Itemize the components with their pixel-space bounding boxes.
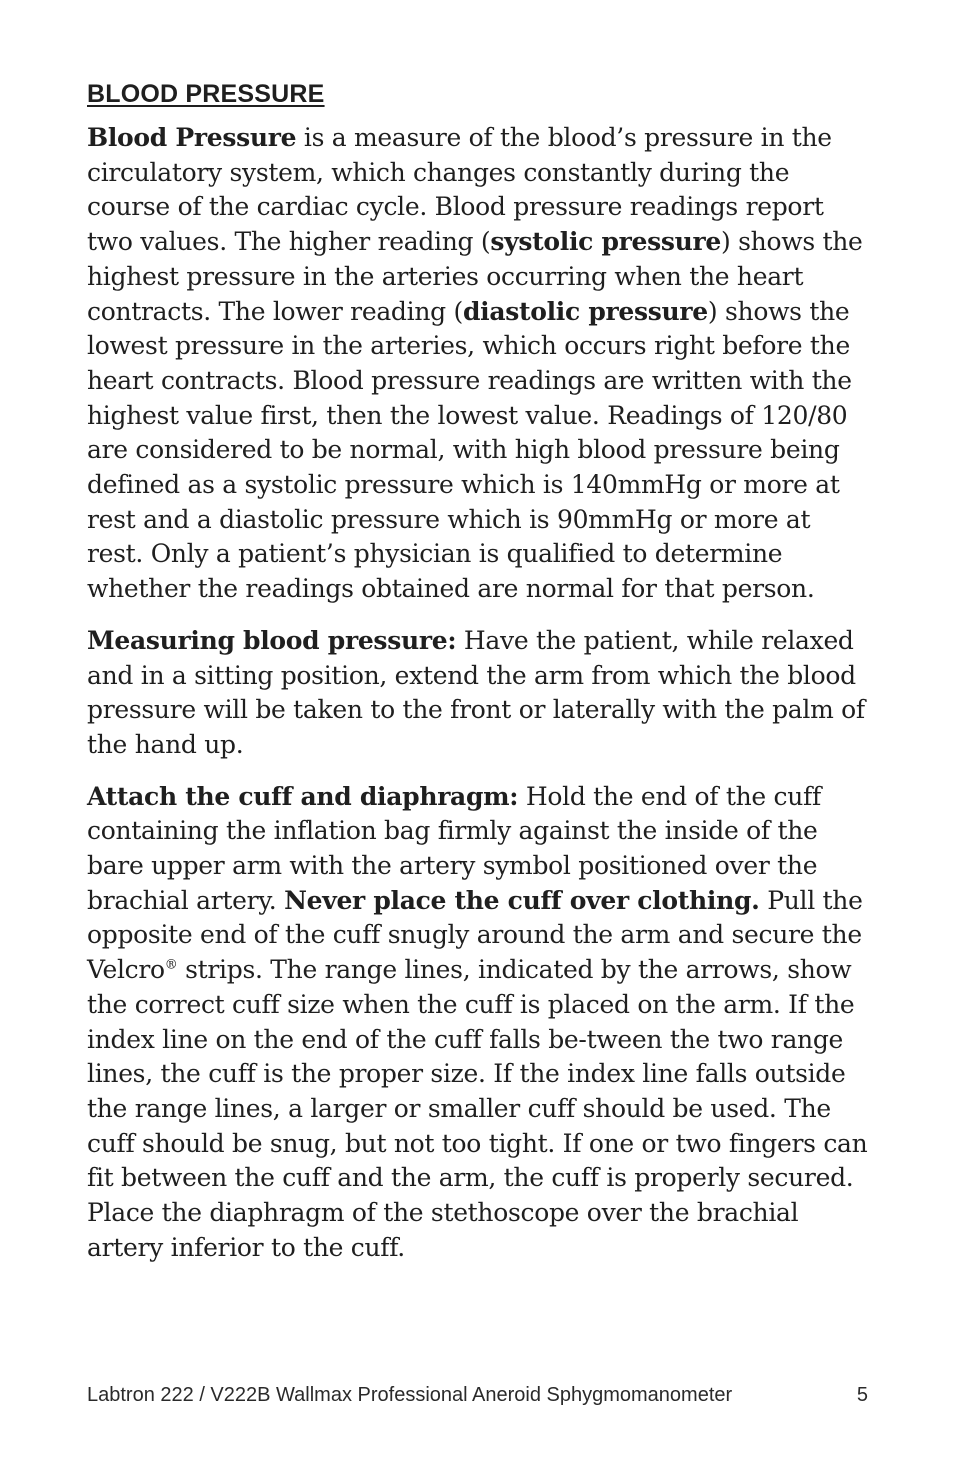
page-number: 5 bbox=[856, 1384, 868, 1406]
paragraph-blood-pressure-definition bbox=[87, 121, 872, 607]
paragraph-text: Hold the end of the cuff containing the inflation bag firmly against the inside of the bare upper arm with the artery symbol positioned over the brachial artery. bbox=[87, 781, 821, 915]
term-systolic-pressure: systolic pressure bbox=[490, 227, 722, 257]
paragraph-text: Have the patient, while relaxed and in a sitting position, extend the arm from which the blood pressure will be taken to the front or laterally with the palm of the hand up. bbox=[87, 625, 865, 759]
term-blood-pressure: Blood Pressure bbox=[87, 123, 297, 152]
paragraph-text: ) shows the lowest pressure in the arteries, which occurs right before the heart contracts. Blood pressure readings are written with the highest value first, then the lowest value. Readings of 120/80 are considered to be normal, with high blood pressure being defined as a systolic pressure which is 140mmHg or more at rest and a diastolic pressure which is 90mmHg or more at rest. Only a patient’s physician is qualified to determine whether the readings obtained are normal for that person. bbox=[87, 296, 852, 604]
warning-clothing: Never place the cuff over clothing. bbox=[284, 885, 760, 915]
paragraph-text: is a measure of the blood’s pressure in the circulatory system, which changes constantly during the course of the cardiac cycle. Blood pressure readings report two values. The higher reading ( bbox=[87, 123, 832, 257]
paragraph-measuring-blood-pressure bbox=[87, 624, 872, 763]
page-footer bbox=[87, 1384, 868, 1407]
paragraph-text: ) shows the highest pressure in the arteries occurring when the heart contracts. The lower reading ( bbox=[87, 227, 863, 326]
section-heading: BLOOD PRESSURE bbox=[87, 80, 325, 108]
term-attach-cuff: Attach the cuff and diaphragm: bbox=[87, 781, 519, 811]
term-diastolic-pressure: diastolic pressure bbox=[462, 296, 708, 326]
paragraph-attach-cuff bbox=[87, 780, 872, 1266]
document-page bbox=[87, 80, 872, 1283]
footer-title: Labtron 222 / V222B Wallmax Professional Aneroid Sphygmomanometer bbox=[87, 1384, 733, 1406]
paragraph-text: Pull the opposite end of the cuff snugly around the arm and secure the Velcro bbox=[87, 885, 863, 985]
registered-mark: ® bbox=[164, 957, 178, 973]
term-measuring-blood-pressure: Measuring blood pressure: bbox=[87, 625, 457, 655]
paragraph-text: strips. The range lines, indicated by the arrows, show the correct cuff size when the cuff is placed on the arm. If the index line on the end of the cuff falls be-tween the two range lines, the cuff is the proper size. If the index line falls outside the range lines, a larger or smaller cuff should be used. The cuff should be snug, but not too tight. If one or two fingers can fit between the cuff and the arm, the cuff is properly secured. Place the diaphragm of the stethoscope over the brachial artery inferior to the cuff. bbox=[87, 955, 868, 1262]
